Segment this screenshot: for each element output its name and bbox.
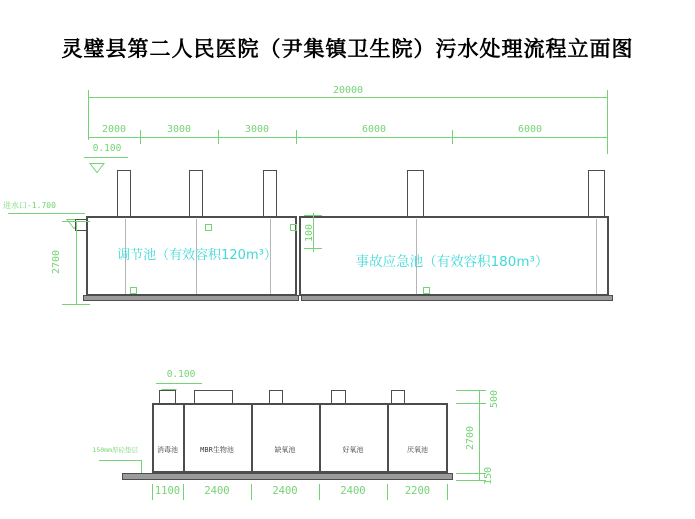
chamber-label: 好氧池 [342, 446, 364, 454]
note-leader-line [99, 460, 142, 461]
base-note-label: 150mm厚砼垫层 [92, 446, 138, 454]
detail-square-icon [130, 287, 137, 294]
dim-tick [456, 473, 486, 474]
dim-tick [62, 221, 90, 222]
emergency-tank-label: 事故应急池（有效容积180m³） [355, 254, 549, 270]
chamber-wall [251, 403, 253, 473]
partition-line [596, 219, 597, 294]
chamber-label: MBR生物池 [200, 446, 234, 454]
regulating-tank-label: 调节池（有效容积120m³） [117, 248, 277, 263]
access-hatch [194, 390, 233, 404]
detail-square-icon [423, 287, 430, 294]
chamber-label: 厌氧池 [407, 446, 428, 454]
detail-square-icon [205, 224, 212, 231]
base-slab [83, 295, 299, 301]
vent-column [263, 170, 277, 217]
dim-label-total: 20000 [332, 85, 364, 96]
dim-label: 2000 [101, 124, 127, 135]
dim-label-depth: 2700 [465, 425, 476, 451]
access-hatch [331, 390, 346, 404]
treatment-unit-body [152, 403, 448, 473]
dim-label: 6000 [361, 124, 387, 135]
access-hatch [269, 390, 283, 404]
dim-line [88, 97, 608, 98]
elevation-triangle-icon [89, 158, 105, 177]
dim-label-hatch-height: 500 [489, 389, 500, 409]
dim-label-depth: 2700 [51, 249, 62, 275]
dim-label: 6000 [517, 124, 543, 135]
chamber-label: 消毒池 [157, 446, 178, 454]
dim-line [76, 221, 77, 305]
dim-line [479, 390, 480, 481]
dim-extension-line [607, 90, 608, 154]
dim-label: 3000 [244, 124, 270, 135]
dim-label: 2400 [340, 485, 366, 497]
vent-column [117, 170, 131, 217]
dim-label: 2200 [404, 485, 431, 497]
access-hatch [159, 390, 176, 404]
dim-line [88, 137, 608, 138]
inlet-elevation-label: 进水口-1.700 [3, 201, 56, 210]
dim-tick [62, 304, 90, 305]
dim-label-freeboard: 100 [304, 223, 315, 243]
dim-label-slab: 150 [483, 466, 494, 486]
dim-tick [456, 390, 486, 391]
dim-label: 2400 [272, 485, 298, 497]
detail-square-icon [290, 224, 297, 231]
vent-column [588, 170, 605, 217]
dim-label: 2400 [204, 485, 230, 497]
chamber-label: 缺氧池 [274, 446, 296, 454]
vent-column [407, 170, 424, 217]
dim-label: 3000 [166, 124, 192, 135]
dim-tick [456, 480, 486, 481]
elevation-label: 0.100 [92, 143, 122, 154]
note-leader-line [141, 460, 142, 473]
elevation-label: 0.100 [166, 369, 196, 380]
chamber-wall [183, 403, 185, 473]
base-slab [122, 473, 453, 480]
drawing-title: 灵璧县第二人民医院（尹集镇卫生院）污水处理流程立面图 [61, 37, 634, 61]
dim-label: 1100 [154, 485, 181, 497]
chamber-wall [387, 403, 389, 473]
vent-column [189, 170, 203, 217]
access-hatch [391, 390, 405, 404]
base-slab [301, 295, 613, 301]
dim-tick [456, 403, 486, 404]
chamber-wall [319, 403, 321, 473]
